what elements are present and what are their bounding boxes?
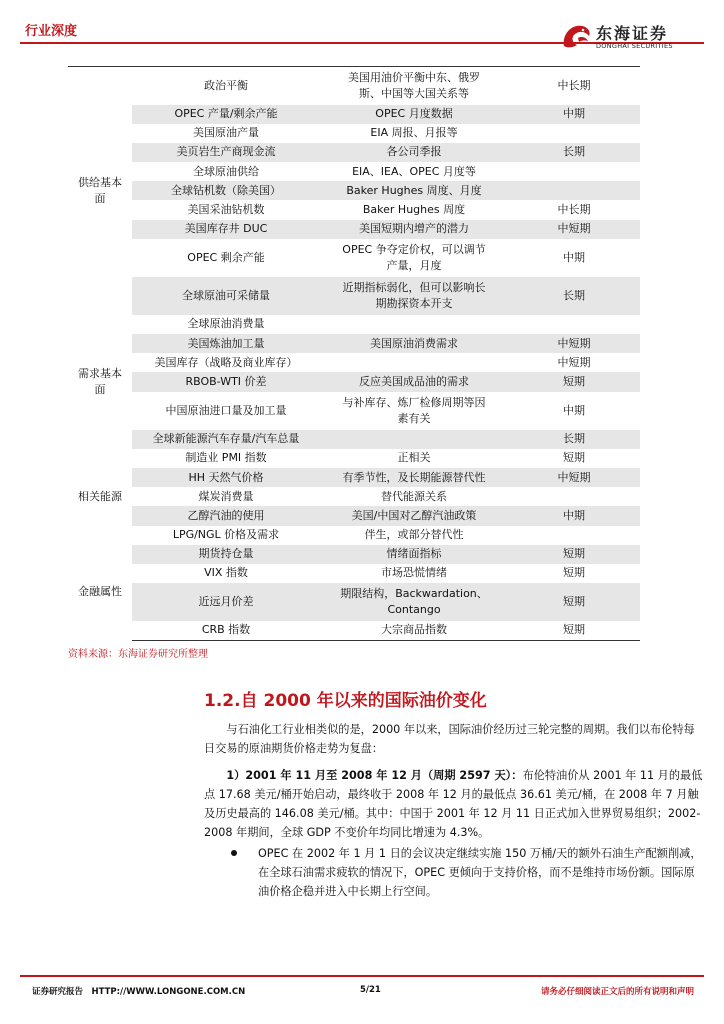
term-cell: 短期: [563, 451, 585, 465]
term-cell: 中期: [563, 403, 585, 417]
table-row: [68, 143, 640, 162]
source-cell: Baker Hughes 周度: [362, 203, 466, 217]
table-row: [68, 277, 640, 315]
table-row: [68, 526, 640, 545]
footer-divider: [20, 975, 704, 977]
indicator-cell: RBOB-WTI 价差: [132, 372, 320, 391]
source-cell: 替代能源关系: [381, 489, 447, 503]
table-row: [68, 334, 640, 353]
table-row: [68, 200, 640, 219]
source-cell: 伴生，或部分替代性: [364, 528, 464, 542]
category-cell: 需求基本面: [68, 315, 132, 449]
category-cell: 金融属性: [68, 545, 132, 641]
cycle-1-body: 布伦特油价从 2001 年 11 月的最低点 17.68 美元/桶开始启动，最终收于 2008 年 12 月的最低点 36.61 美元/桶，在 2008 年 7 月触及历史最高的 146.08 美元/桶。其中：中国于 2001 年 12 月 11 日正式加入世界贸易组织；2002-2008 年期间，全球 GDP 不变价年均同比增速为 4.3%。: [204, 769, 703, 839]
table-row: [68, 220, 640, 239]
indicator-cell: 美国库存（战略及商业库存）: [154, 355, 298, 369]
term-cell: 中期: [563, 250, 585, 264]
indicator-cell: OPEC 剩余产能: [187, 250, 265, 264]
cycle-1-heading: 1）2001 年 11 月至 2008 年 12 月（周期 2597 天）：: [226, 769, 523, 782]
indicator-cell: 乙醇汽油的使用: [132, 506, 320, 525]
indicator-cell: 美国炼油加工量: [132, 334, 320, 353]
report-type-tag: 行业深度: [25, 24, 78, 39]
term-cell: [508, 315, 640, 334]
term-cell: 中短期: [557, 355, 591, 369]
indicator-cell: LPG/NGL 价格及需求: [172, 528, 280, 542]
bullet-icon: [231, 850, 237, 856]
indicator-cell: 美国原油产量: [193, 126, 259, 140]
table-row: [68, 181, 640, 200]
indicator-cell: 期货持仓量: [132, 545, 320, 564]
indicator-cell: 全球原油消费量: [187, 317, 265, 331]
page-number: 5/21: [360, 985, 381, 995]
term-cell: 中长期: [557, 203, 591, 217]
source-cell: 近期指标弱化，但可以影响长期勘探资本开支: [320, 277, 508, 315]
term-cell: 中期: [508, 506, 640, 525]
source-cell: 各公司季报: [320, 143, 508, 162]
term-cell: 长期: [508, 143, 640, 162]
source-cell: OPEC 月度数据: [320, 105, 508, 124]
source-cell: 与补库存、炼厂检修周期等因素有关: [342, 395, 486, 425]
indicator-cell: 美国库存井 DUC: [132, 220, 320, 239]
indicator-cell: 美页岩生产商现金流: [132, 143, 320, 162]
term-cell: 中长期: [508, 67, 640, 105]
logo-english-name: DONGHAI SECURITIES: [596, 42, 673, 50]
term-cell: 中短期: [508, 468, 640, 487]
term-cell: 短期: [508, 372, 640, 391]
term-cell: [508, 124, 640, 143]
term-cell: 长期: [508, 277, 640, 315]
dragon-logo-icon: [558, 18, 594, 54]
term-cell: 短期: [508, 545, 640, 564]
source-cell: 美国/中国对乙醇汽油政策: [320, 506, 508, 525]
table-row: [68, 315, 640, 334]
footer-website: 证券研究报告 HTTP://WWW.LONGONE.COM.CN: [32, 987, 246, 997]
table-row: [68, 506, 640, 525]
table-row: [68, 162, 640, 181]
table-row: [68, 239, 640, 277]
table-row: [68, 392, 640, 430]
source-cell: [320, 430, 508, 449]
term-cell: 中短期: [508, 334, 640, 353]
indicator-cell: 全球原油可采储量: [132, 277, 320, 315]
term-cell: [508, 526, 640, 545]
term-cell: 长期: [508, 430, 640, 449]
source-cell: [320, 353, 508, 372]
section-heading: 1.2.自 2000 年以来的国际油价变化: [204, 691, 487, 711]
indicator-cell: 政治平衡: [132, 67, 320, 105]
table-row: [68, 564, 640, 583]
indicator-cell: HH 天然气价格: [132, 468, 320, 487]
source-cell: 正相关: [397, 451, 431, 465]
indicator-cell: VIX 指数: [204, 566, 248, 580]
intro-paragraph: 与石油化工行业相类似的是，2000 年以来，国际油价经历过三轮完整的周期。我们以布伦特每日交易的原油期货价格走势为复盘：: [204, 723, 695, 755]
cycle-1-paragraph: [204, 766, 704, 842]
source-cell: 期限结构，Backwardation、Contango: [320, 583, 508, 621]
term-cell: 短期: [508, 621, 640, 640]
source-cell: 情绪面指标: [320, 545, 508, 564]
term-cell: 短期: [563, 566, 585, 580]
category-cell: 相关能源: [68, 449, 132, 545]
source-cell: EIA 周报、月报等: [370, 126, 458, 140]
term-cell: [508, 162, 640, 181]
indicator-cell: 全球原油供给: [193, 164, 259, 178]
indicator-cell: 煤炭消费量: [198, 489, 254, 503]
table-row: [68, 353, 640, 372]
oil-price-factors-table: [68, 66, 640, 641]
table-row: [68, 449, 640, 468]
indicator-cell: CRB 指数: [132, 621, 320, 640]
company-logo: [558, 18, 708, 54]
source-cell: 反应美国成品油的需求: [320, 372, 508, 391]
indicator-cell: 中国原油进口量及加工量: [165, 403, 287, 417]
table-row: [68, 545, 640, 564]
source-cell: Baker Hughes 周度、月度: [320, 181, 508, 200]
source-cell: 有季节性，及长期能源替代性: [320, 468, 508, 487]
source-cell: 市场恐慌情绪: [381, 566, 447, 580]
table-row: [68, 487, 640, 506]
table-row: [68, 621, 640, 640]
table-row: [68, 583, 640, 621]
indicator-cell: 近远月价差: [132, 583, 320, 621]
source-cell: [320, 315, 508, 334]
indicator-cell: 制造业 PMI 指数: [185, 451, 267, 465]
source-cell: OPEC 争夺定价权，可以调节产量，月度: [342, 242, 486, 272]
term-cell: 短期: [508, 583, 640, 621]
table-row: [68, 124, 640, 143]
footer-disclaimer: 请务必仔细阅读正文后的所有说明和声明: [540, 987, 694, 997]
logo-chinese-name: 东海证券: [596, 24, 669, 43]
indicator-cell: OPEC 产量/剩余产能: [132, 105, 320, 124]
term-cell: 中短期: [508, 220, 640, 239]
table-source-note: 资料来源：东海证券研究所整理: [68, 649, 208, 660]
indicator-cell: 美国采油钻机数: [187, 203, 265, 217]
table-row: [68, 105, 640, 124]
source-cell: EIA、IEA、OPEC 月度等: [352, 164, 476, 178]
source-cell: 美国用油价平衡中东、俄罗斯、中国等大国关系等: [320, 67, 508, 105]
term-cell: [508, 181, 640, 200]
term-cell: [508, 487, 640, 506]
source-cell: 美国原油消费需求: [320, 334, 508, 353]
term-cell: 中期: [508, 105, 640, 124]
table-row: [68, 372, 640, 391]
source-cell: 美国短期内增产的潜力: [320, 220, 508, 239]
source-cell: 大宗商品指数: [320, 621, 508, 640]
table-row: [68, 430, 640, 449]
table-row: [68, 468, 640, 487]
indicator-cell: 全球新能源汽车存量/汽车总量: [132, 430, 320, 449]
table-row: [68, 67, 640, 105]
category-cell: 供给基本面: [68, 67, 132, 315]
indicator-cell: 全球钻机数（除美国）: [132, 181, 320, 200]
opec-bullet-paragraph: OPEC 在 2002 年 1 月 1 日的会议决定继续实施 150 万桶/天的额外石油生产配额削减，在全球石油需求疲软的情况下，OPEC 更倾向于支持价格，而不是维持市场份额。国际原油价格企稳并进入中长期上行空间。: [258, 847, 702, 898]
